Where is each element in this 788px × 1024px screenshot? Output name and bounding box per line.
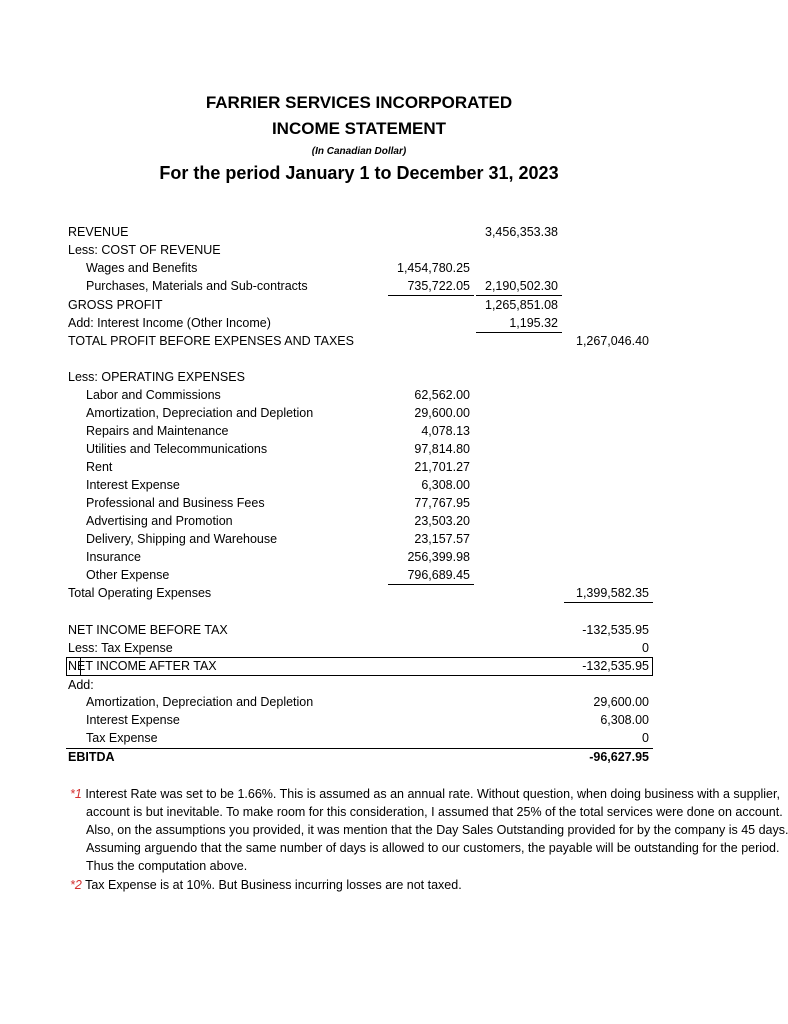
row-add — [0, 676, 768, 694]
row-label: Add: — [68, 678, 94, 692]
row-value: 1,399,582.35 — [564, 584, 653, 603]
row-label: Wages and Benefits — [86, 261, 198, 275]
row-value: 23,503.20 — [414, 514, 470, 528]
row-label: NET INCOME AFTER TAX — [68, 659, 217, 673]
note-marker: *1 — [70, 787, 82, 801]
note-2-line-1 — [70, 876, 653, 894]
row-advertising — [0, 512, 768, 530]
note-text: Tax Expense is at 10%. But Business incurring losses are not taxed. — [85, 878, 462, 892]
row-total-operating-expenses — [0, 584, 768, 602]
row-label: Less: OPERATING EXPENSES — [68, 370, 245, 384]
row-label: Other Expense — [86, 568, 170, 582]
row-value: 4,078.13 — [421, 424, 470, 438]
row-value: 23,157.57 — [414, 532, 470, 546]
row-insurance — [0, 548, 768, 566]
row-value: 796,689.45 — [388, 566, 474, 585]
row-less-cost-of-revenue — [0, 241, 768, 259]
row-repairs — [0, 422, 768, 440]
row-value: 2,190,502.30 — [476, 277, 562, 296]
row-label: Interest Expense — [86, 713, 180, 727]
row-professional-fees — [0, 494, 768, 512]
row-delivery — [0, 530, 768, 548]
row-label: Tax Expense — [86, 731, 158, 745]
row-value: 3,456,353.38 — [485, 225, 558, 239]
row-rent — [0, 458, 768, 476]
row-interest-expense — [0, 476, 768, 494]
row-value: -132,535.95 — [582, 659, 649, 673]
row-label: Advertising and Promotion — [86, 514, 233, 528]
row-value: 256,399.98 — [407, 550, 470, 564]
row-net-income-before-tax — [0, 621, 768, 639]
row-utilities — [0, 440, 768, 458]
row-label: NET INCOME BEFORE TAX — [68, 623, 228, 637]
row-value: 0 — [642, 641, 649, 655]
row-label: Amortization, Depreciation and Depletion — [86, 695, 314, 709]
row-wages — [0, 259, 768, 277]
note-1-line-2: account is but inevitable. To make room for this consideration, I assumed that 25% of the total services were done on account. — [86, 805, 783, 819]
row-less-operating-expenses — [0, 368, 768, 386]
row-value: -96,627.95 — [589, 750, 649, 764]
row-value: 6,308.00 — [600, 713, 649, 727]
row-label: GROSS PROFIT — [68, 298, 163, 312]
note-text: Interest Rate was set to be 1.66%. This is assumed as an annual rate. Without question, when doing business with a supplier, — [85, 787, 780, 801]
row-label: REVENUE — [68, 225, 129, 239]
row-value: -132,535.95 — [582, 623, 649, 637]
row-purchases — [0, 277, 768, 295]
period-title: For the period January 1 to December 31, 2023 — [159, 163, 559, 183]
row-label: TOTAL PROFIT BEFORE EXPENSES AND TAXES — [68, 334, 354, 348]
row-label: Purchases, Materials and Sub-contracts — [86, 279, 308, 293]
row-interest-income — [0, 314, 768, 332]
note-marker: *2 — [70, 878, 82, 892]
row-labor — [0, 386, 768, 404]
row-net-income-after-tax — [0, 657, 768, 675]
row-label: Delivery, Shipping and Warehouse — [86, 532, 278, 546]
row-label: Amortization, Depreciation and Depletion — [86, 406, 314, 420]
row-value: 29,600.00 — [414, 406, 470, 420]
row-value: 1,454,780.25 — [397, 261, 470, 275]
row-label: Labor and Commissions — [86, 388, 221, 402]
currency-note: (In Canadian Dollar) — [311, 146, 407, 157]
row-label: Rent — [86, 460, 113, 474]
row-label: Less: COST OF REVENUE — [68, 243, 221, 257]
row-value: 29,600.00 — [593, 695, 649, 709]
row-revenue — [0, 223, 768, 241]
row-other-expense — [0, 566, 768, 584]
row-value: 97,814.80 — [414, 442, 470, 456]
note-1-line-3: Also, on the assumptions you provided, it was mention that the Day Sales Outstanding provided for by the company is 45 days. — [86, 823, 788, 837]
row-value: 1,195.32 — [476, 314, 562, 333]
row-value: 1,265,851.08 — [485, 298, 558, 312]
row-less-tax-expense — [0, 639, 768, 657]
row-value: 6,308.00 — [421, 478, 470, 492]
row-add-interest-expense — [0, 711, 768, 729]
row-value: 21,701.27 — [414, 460, 470, 474]
row-gross-profit — [0, 296, 768, 314]
note-1-line-5: Thus the computation above. — [86, 859, 248, 873]
row-value: 62,562.00 — [414, 388, 470, 402]
row-add-tax-expense — [0, 729, 768, 747]
row-label: Add: Interest Income (Other Income) — [68, 316, 271, 330]
row-value: 735,722.05 — [388, 277, 474, 296]
row-value: 77,767.95 — [414, 496, 470, 510]
row-label: Less: Tax Expense — [68, 641, 173, 655]
row-label: Repairs and Maintenance — [86, 424, 229, 438]
statement-title: INCOME STATEMENT — [271, 119, 447, 138]
row-total-profit — [0, 332, 768, 350]
row-label: Total Operating Expenses — [68, 586, 212, 600]
row-label: Professional and Business Fees — [86, 496, 265, 510]
company-name: FARRIER SERVICES INCORPORATED — [205, 93, 513, 112]
note-1-line-4: Assuming arguendo that the same number of days is allowed to our customers, the payable will be outstanding for the period. — [86, 841, 780, 855]
row-label: Insurance — [86, 550, 141, 564]
row-label: Interest Expense — [86, 478, 180, 492]
row-value: 1,267,046.40 — [576, 334, 649, 348]
row-add-amortization — [0, 693, 768, 711]
note-1-line-1 — [70, 785, 780, 803]
row-value: 0 — [642, 731, 649, 745]
row-amortization — [0, 404, 768, 422]
row-label: Utilities and Telecommunications — [86, 442, 268, 456]
row-ebitda — [0, 748, 768, 766]
row-label: EBITDA — [68, 750, 115, 764]
